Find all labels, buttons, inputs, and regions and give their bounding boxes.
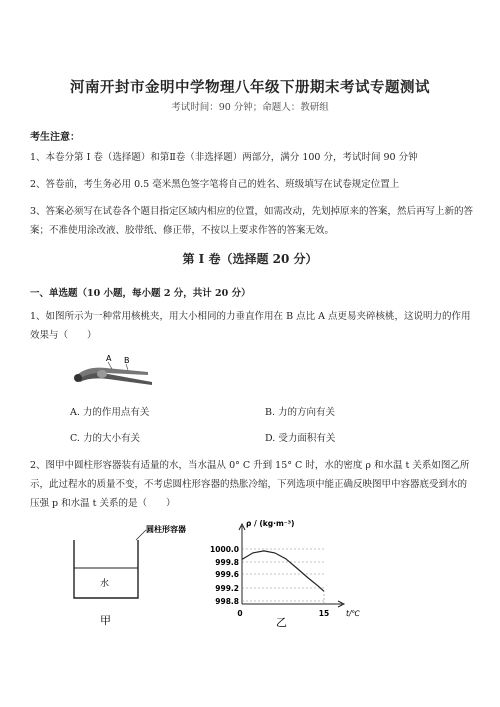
water-label: 水 [100, 579, 110, 589]
density-curve [242, 551, 324, 591]
y-tick-label: 998.8 [215, 597, 239, 606]
q1-option-c[interactable]: C. 力的大小有关 [70, 433, 140, 444]
q2-stem: 2、图甲中圆柱形容器装有适量的水，当水温从 0° C 升到 15° C 时，水的密度 ρ 和水温 t 关系如图乙所示，此过程水的质量不变，不考虑圆柱形容器的热胀冷缩，下列选项中能正确反映图甲中容器底受到水的压强 p 和水温 t 关系的是（ ） [30, 460, 470, 509]
q1-option-d[interactable]: D. 受力面积有关 [265, 433, 336, 444]
y-tick-label: 999.8 [215, 558, 239, 567]
y-tick-label: 1000.0 [210, 545, 239, 554]
y-tick-label: 999.6 [215, 570, 239, 579]
q1-option-b[interactable]: B. 力的方向有关 [265, 407, 336, 418]
container-pointer-line [136, 530, 146, 540]
x-tick-label: 0 [237, 609, 243, 618]
point-a-label: A [106, 354, 112, 363]
x-tick-label: 15 [318, 609, 330, 618]
nutcracker-hinge [74, 374, 82, 382]
nutcracker-figure [68, 352, 158, 392]
page-title: 河南开封市金明中学物理八年级下册期末考试专题测试 [70, 79, 430, 96]
container-figure [60, 520, 210, 630]
notice-item-3: 3、答案必须写在试卷各个题目指定区域内相应的位置，如需改动，先划掉原来的答案，然后再写上新的答案；不准使用涂改液、胶带纸、修正带，不按以上要求作答的答案无效。 [30, 206, 474, 236]
exam-info: 考试时间：90 分钟；命题人：教研组 [171, 102, 329, 113]
density-chart [210, 512, 360, 630]
q1-stem: 1、如图所示为一种常用核桃夹，用大小相同的力垂直作用在 B 点比 A 点更易夹碎核桃，这说明力的作用效果与（ ） [30, 311, 471, 341]
notice-item-2: 2、答卷前，考生务必用 0.5 毫米黑色签字笔将自己的姓名、班级填写在试卷规定位置上 [30, 179, 400, 190]
y-axis-label: ρ / (kg·m⁻³) [246, 519, 295, 528]
y-tick-label: 999.2 [215, 584, 239, 593]
figure-jia-caption: 甲 [100, 614, 111, 627]
notice-heading: 考生注意： [30, 132, 80, 143]
q1-option-a[interactable]: A. 力的作用点有关 [70, 407, 150, 418]
container-label: 圆柱形容器 [146, 525, 186, 534]
point-b-label: B [124, 356, 130, 365]
x-axis-label: t/℃ [346, 609, 360, 618]
section-title: 第 I 卷（选择题 20 分） [182, 252, 318, 266]
notice-item-1: 1、本卷分第 I 卷（选择题）和第Ⅱ卷（非选择题）两部分，满分 100 分，考试时间 90 分钟 [30, 152, 418, 163]
figure-yi-caption: 乙 [276, 616, 287, 629]
part-heading: 一、单选题（10 小题，每小题 2 分，共计 20 分） [30, 288, 251, 299]
walnut [97, 370, 107, 378]
